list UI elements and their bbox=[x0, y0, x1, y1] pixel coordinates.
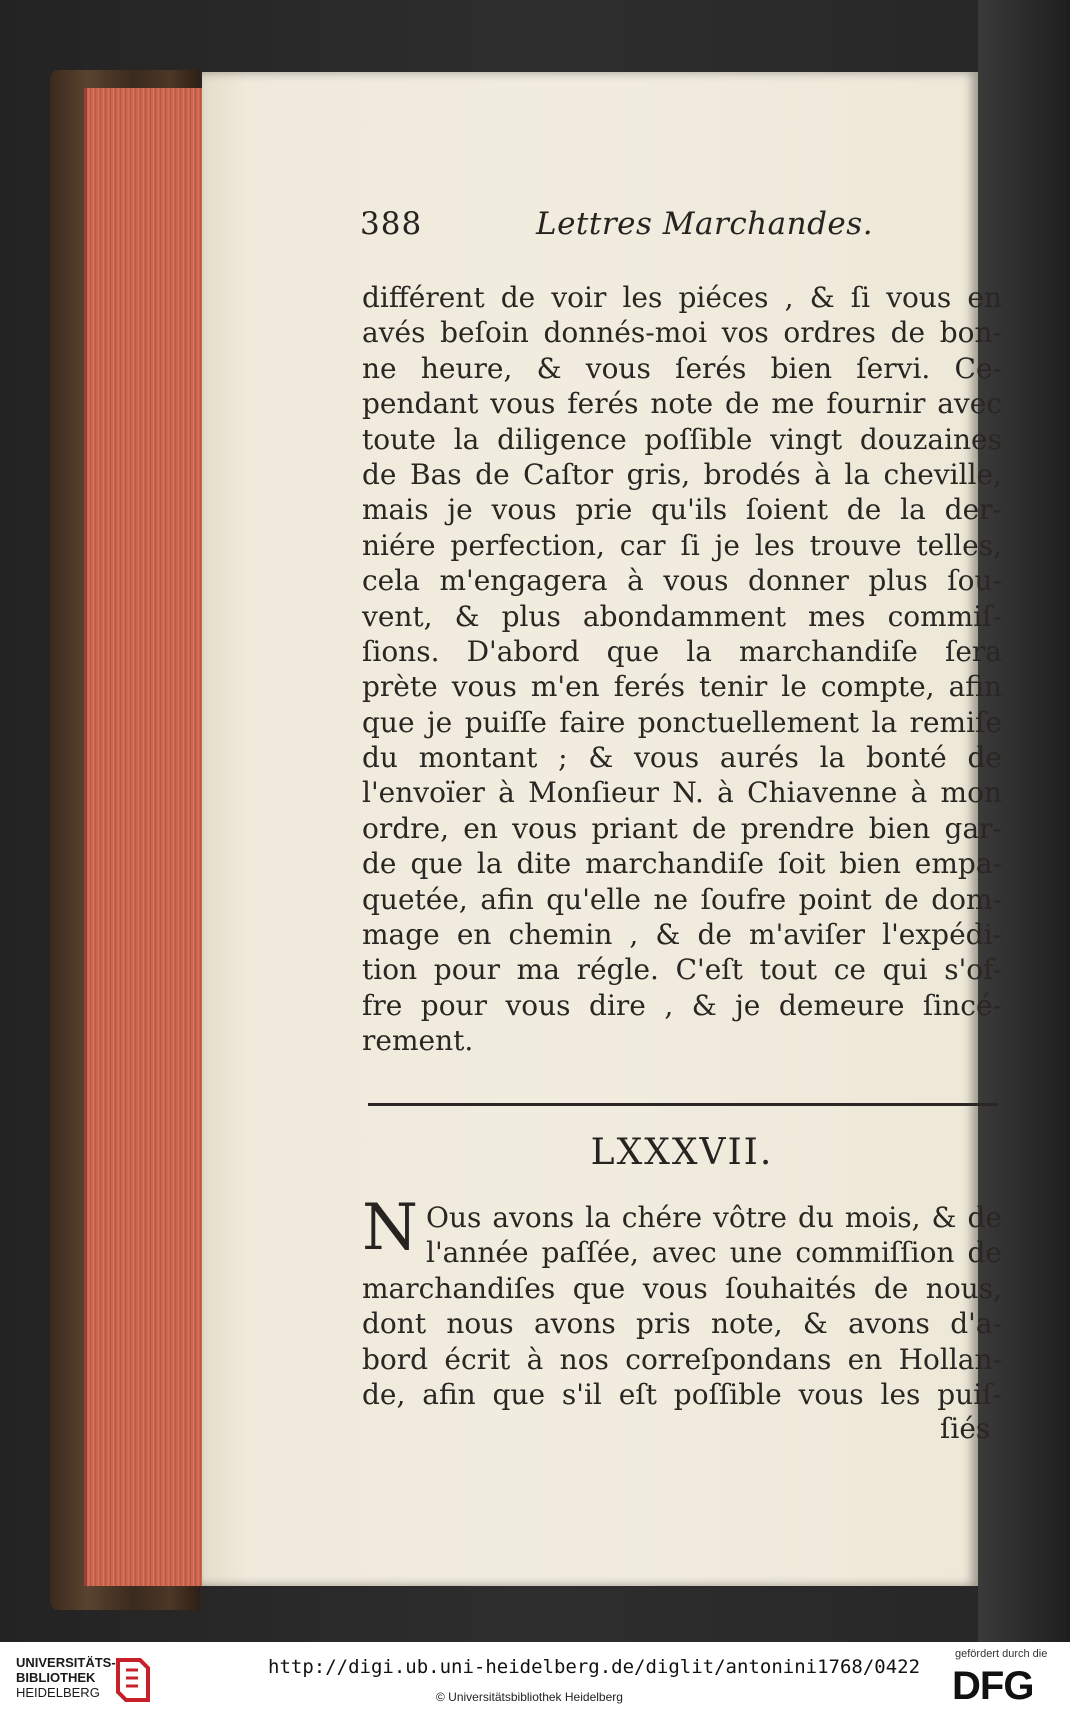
text-line: l'envoïer à Monſieur N. à Chiavenne à mon bbox=[362, 776, 1002, 810]
text-line: marchandiſes que vous ſouhaités de nous, bbox=[362, 1271, 1002, 1305]
text-line: tion pour ma régle. C'eſt tout ce qui s'of- bbox=[362, 953, 1002, 987]
copyright-notice: © Universitätsbibliothek Heidelberg bbox=[436, 1690, 623, 1704]
catchword: ſiés bbox=[940, 1412, 991, 1445]
text-line: quetée, afin qu'elle ne ſoufre point de dom- bbox=[362, 882, 1002, 916]
page-edges bbox=[84, 88, 205, 1586]
page-url[interactable]: http://digi.ub.uni-heidelberg.de/diglit/antonini1768/0422 bbox=[268, 1656, 921, 1678]
library-name-line-2: BIBLIOTHEK bbox=[16, 1670, 96, 1685]
library-logo-text bbox=[16, 1655, 116, 1700]
text-line: niére perfection, car ſi je les trouve telles, bbox=[362, 528, 1002, 562]
text-line: de que la dite marchandiſe ſoit bien empa- bbox=[362, 847, 1002, 881]
text-line: rement. bbox=[362, 1024, 474, 1058]
text-line: pendant vous ferés note de me fournir avec bbox=[362, 387, 1002, 421]
funded-by-label: gefördert durch die bbox=[955, 1648, 1048, 1660]
dfg-logo: DFG bbox=[952, 1664, 1034, 1708]
text-line: du montant ; & vous aurés la bonté de bbox=[362, 741, 1002, 775]
library-city: HEIDELBERG bbox=[16, 1685, 100, 1700]
text-line: Ous avons la chére vôtre du mois, & de bbox=[426, 1201, 1002, 1234]
text-line: de, afin que s'il eſt poſſible vous les puiſ- bbox=[362, 1377, 1002, 1411]
letter-opening bbox=[362, 1200, 1002, 1412]
text-line: mage en chemin , & de m'aviſer l'expédi- bbox=[362, 918, 1002, 952]
text-line: bord écrit à nos correſpondans en Hollan- bbox=[362, 1342, 1002, 1376]
text-line: l'année paſſée, avec une commiſſion de bbox=[426, 1236, 1002, 1270]
library-logo-icon bbox=[110, 1656, 150, 1704]
text-line: ordre, en vous priant de prendre bien gar- bbox=[362, 811, 1002, 845]
drop-cap: N bbox=[362, 1191, 418, 1265]
text-line: fre pour vous dire , & je demeure ſincé- bbox=[362, 988, 1002, 1022]
section-divider bbox=[368, 1103, 998, 1106]
text-line: dont nous avons pris note, & avons d'a- bbox=[362, 1307, 1002, 1341]
library-name-line-1: UNIVERSITÄTS- bbox=[16, 1655, 116, 1670]
text-line: avés beſoin donnés-moi vos ordres de bon- bbox=[362, 316, 1002, 350]
running-title: Lettres Marchandes. bbox=[536, 206, 874, 242]
viewer-footer bbox=[0, 1642, 1070, 1718]
page-header bbox=[360, 206, 1000, 250]
text-line: prète vous m'en ferés tenir le compte, afin bbox=[362, 670, 1002, 704]
section-heading: LXXXVII. bbox=[590, 1132, 774, 1173]
text-line: vent, & plus abondamment mes commiſ- bbox=[362, 599, 1002, 633]
text-line: cela m'engagera à vous donner plus ſou- bbox=[362, 564, 1002, 598]
page-number: 388 bbox=[360, 206, 423, 242]
text-line: mais je vous prie qu'ils ſoient de la der- bbox=[362, 493, 1002, 527]
text-line: toute la diligence poſſible vingt douzaines bbox=[362, 422, 1002, 456]
letter-body bbox=[362, 280, 1002, 1059]
text-line: différent de voir les piéces , & ſi vous en bbox=[362, 281, 1002, 314]
text-line: de Bas de Caſtor gris, brodés à la cheville, bbox=[362, 457, 1002, 491]
text-line: ne heure, & vous ſerés bien ſervi. Ce- bbox=[362, 351, 1002, 385]
text-line: ſions. D'abord que la marchandiſe ſera bbox=[362, 634, 1002, 668]
text-line: que je puiſſe faire ponctuellement la remiſe bbox=[362, 705, 1002, 739]
